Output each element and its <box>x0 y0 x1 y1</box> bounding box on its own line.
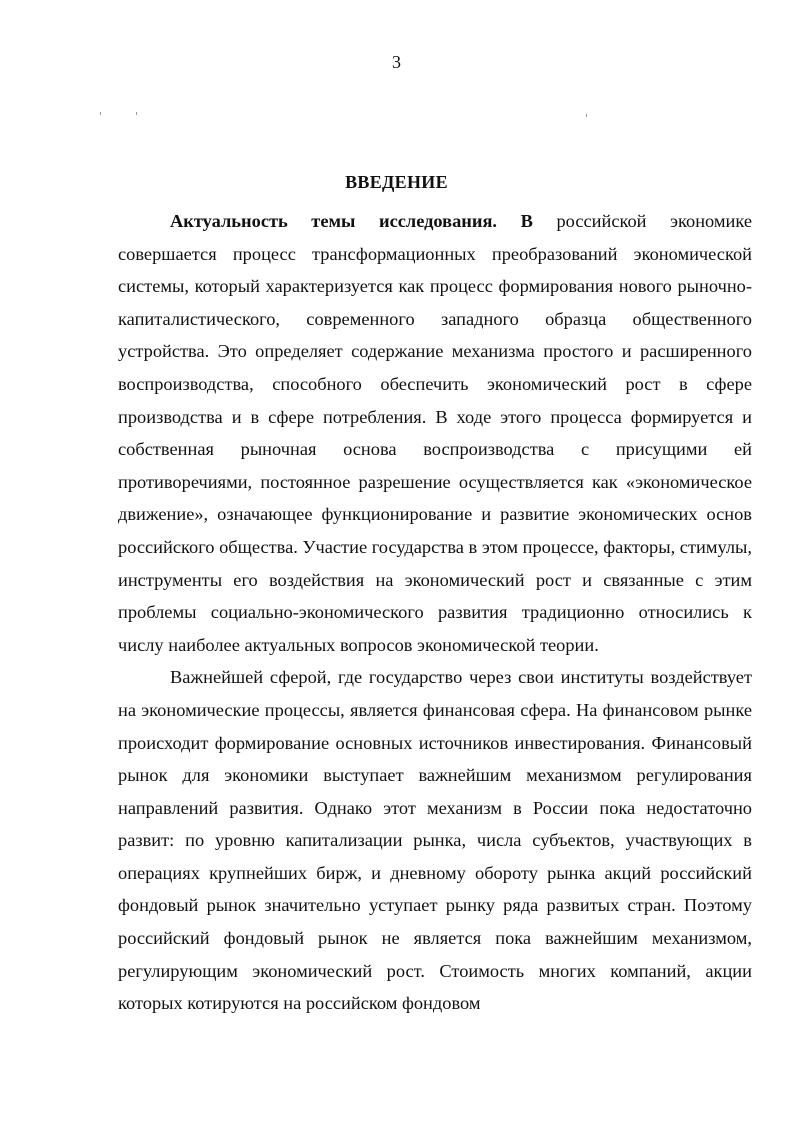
paragraph-relevance <box>118 205 752 661</box>
paragraph-text: российской экономике совершается процесс трансформационных преобразований экономической системы, который характеризуется как процесс формирования нового рыночно-капиталистического, современного западного образца общественного устройства. Это определяет содержание механизма простого и расширенного воспроизводства, способного обеспечить экономический рост в сфере производства и в сфере потребления. В ходе этого процесса формируется и собственная рыночная основа воспроизводства с присущими ей противоречиями, постоянное разрешение осуществляется как «экономическое движение», означающее функционирование и развитие экономических основ российского общества. Участие государства в этом процессе, факторы, стимулы, инструменты его воздействия на экономический рост и связанные с этим проблемы социально-экономического развития традиционно относились к числу наиболее актуальных вопросов экономической теории. <box>118 211 752 655</box>
page-number: 3 <box>392 52 401 72</box>
document-body <box>118 205 752 1020</box>
scan-artifact <box>100 112 101 115</box>
paragraph-text: Важнейшей сферой, где государство через свои институты воздействует на экономические процессы, является финансовая сфера. На финансовом рынке происходит формирование основных источников инвестирования. Финансовый рынок для экономики выступает важнейшим механизмом регулирования направлений развития. Однако этот механизм в России пока недостаточно развит: по уровню капитализации рынка, числа субъектов, участвующих в операциях крупнейших бирж, и дневному обороту рынка акций российский фондовый рынок значительно уступает рынку ряда развитых стран. Поэтому российский фондовый рынок не является пока важнейшим механизмом, регулирующим экономический рост. Стоимость многих компаний, акции которых котируются на российском фондовом <box>118 667 752 1014</box>
section-heading: ВВЕДЕНИЕ <box>345 172 448 192</box>
paragraph-lead: Актуальность темы исследования. В <box>170 211 533 231</box>
scan-artifact <box>136 112 137 115</box>
paragraph-financial-sphere <box>118 661 752 1020</box>
scan-artifact <box>586 114 587 117</box>
